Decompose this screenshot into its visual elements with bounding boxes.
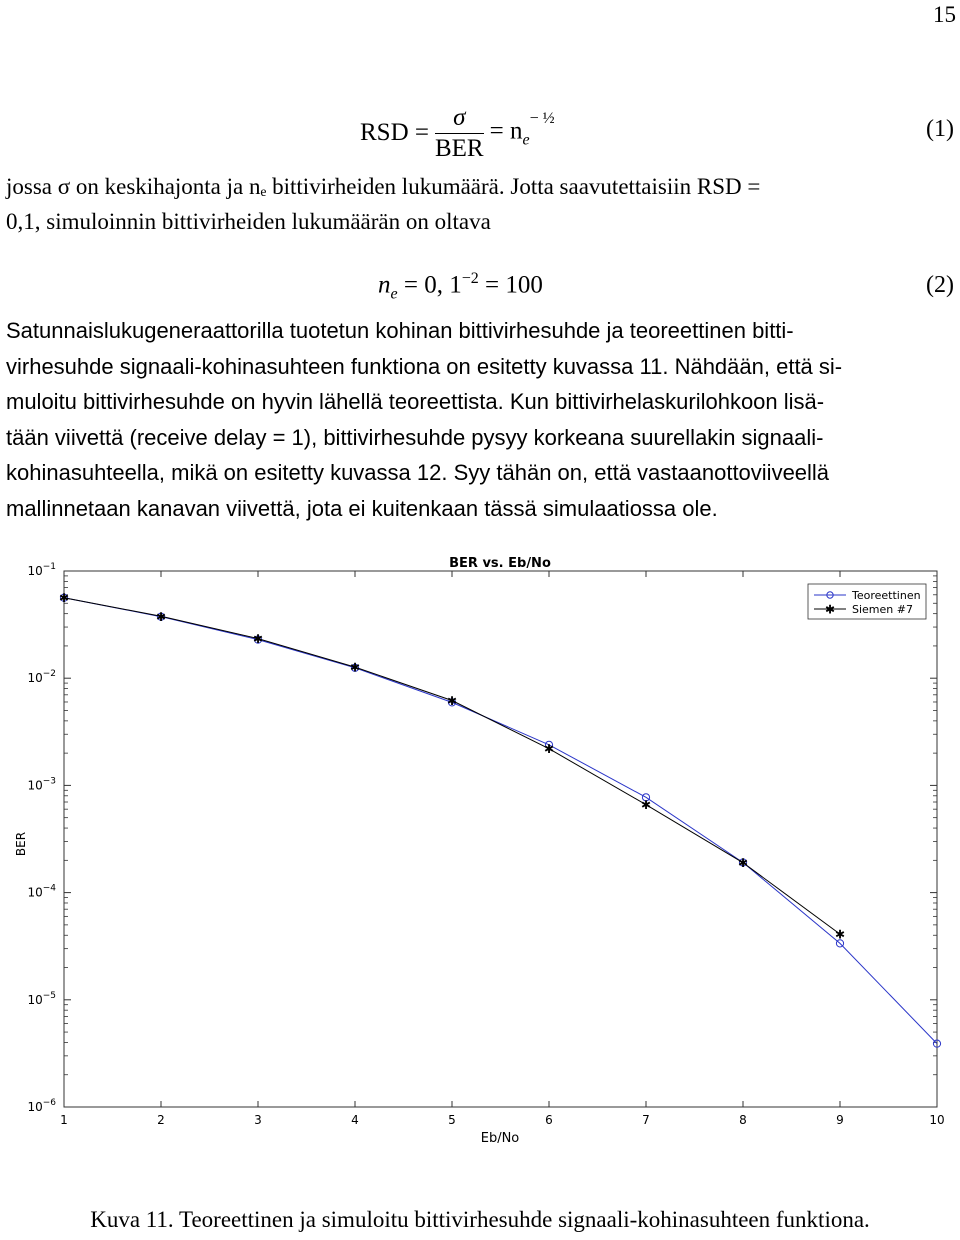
- x-tick-label: 6: [545, 1113, 553, 1127]
- equation-1-fraction: [435, 103, 484, 164]
- equation-2-tail: = 100: [478, 271, 543, 299]
- series-line-theoretical: [64, 598, 937, 1044]
- y-tick-label: $10^{-1}$: [27, 562, 56, 578]
- x-tick-label: 9: [836, 1113, 844, 1127]
- equation-2-sub: e: [390, 285, 398, 303]
- y-tick-label: $10^{-3}$: [27, 776, 56, 793]
- data-point-seed-7: ✱: [58, 591, 70, 606]
- data-point-seed-7: ✱: [155, 609, 167, 624]
- page-number: 15: [933, 2, 956, 27]
- equation-2-exp: −2: [461, 270, 479, 287]
- equation-2-rest: = 0, 1: [397, 271, 462, 299]
- data-point-seed-7: ✱: [737, 856, 749, 871]
- equation-1: [360, 100, 555, 166]
- equation-1-rhs-sub: e: [522, 131, 530, 149]
- paragraph-2: [6, 313, 954, 526]
- data-point-seed-7: ✱: [446, 693, 458, 708]
- plot-area: [64, 571, 937, 1107]
- equation-1-lhs: RSD =: [360, 119, 429, 146]
- chart-title: BER vs. Eb/No: [449, 556, 551, 571]
- x-tick-label: 2: [157, 1113, 165, 1127]
- x-tick-label: 5: [448, 1113, 456, 1127]
- x-tick-label: 8: [739, 1113, 747, 1127]
- paragraph-2-line: Satunnaislukugeneraattorilla tuotetun kohinan bittivirhesuhde ja teoreettinen bitti-: [6, 318, 794, 343]
- paragraph-1-line: 0,1, simuloinnin bittivirheiden lukumäärän on oltava: [6, 209, 491, 234]
- data-point-seed-7: ✱: [349, 660, 361, 675]
- y-axis-label: BER: [14, 831, 28, 857]
- x-axis-label: Eb/No: [480, 1131, 520, 1146]
- data-point-seed-7: ✱: [640, 798, 652, 813]
- equation-1-rhs: [489, 110, 555, 149]
- data-point-seed-7: ✱: [252, 632, 264, 647]
- data-point-seed-7: ✱: [543, 742, 555, 757]
- axis-ticks: [27, 562, 944, 1127]
- data-point-seed-7: ✱: [834, 927, 846, 942]
- legend-marker-seed: ✱: [824, 602, 836, 617]
- paragraph-2-line: muloitu bittivirhesuhde on hyvin lähellä teoreettista. Kun bittivirhelaskurilohkoon lisä-: [6, 389, 825, 414]
- figure-caption: Kuva 11. Teoreettinen ja simuloitu bittivirhesuhde signaali-kohinasuhteen funktiona.: [90, 1207, 870, 1232]
- paragraph-2-line: tään viivettä (receive delay = 1), bittivirhesuhde pysyy korkeana suurellakin signaali-: [6, 424, 824, 450]
- paragraph-2-line: virhesuhde signaali-kohinasuhteen funktiona on esitetty kuvassa 11. Nähdään, että si-: [6, 353, 843, 379]
- x-tick-label: 4: [351, 1113, 359, 1127]
- y-tick-label: $10^{-4}$: [27, 883, 56, 900]
- figure-11-chart: [0, 548, 960, 1158]
- paragraph-1: [6, 169, 954, 239]
- y-tick-label: $10^{-6}$: [27, 1098, 56, 1114]
- equation-2: [378, 270, 543, 303]
- series-line-seed-7: [64, 598, 840, 934]
- paragraph-2-line: kohinasuhteella, mikä on esitetty kuvassa 12. Syy tähän on, että vastaanottoviiveellä: [6, 460, 830, 485]
- y-tick-label: $10^{-5}$: [27, 990, 56, 1007]
- legend: [808, 584, 926, 619]
- equation-2-var: n: [378, 271, 391, 299]
- equation-1-denominator: BER: [434, 134, 484, 162]
- equation-1-numerator: σ: [435, 103, 484, 134]
- paragraph-1-line: jossa σ on keskihajonta ja nₑ bittivirheiden lukumäärä. Jotta saavutettaisiin RSD =: [6, 174, 761, 199]
- paragraph-2-line: mallinnetaan kanavan viivettä, jota ei kuitenkaan tässä simulaatiossa ole.: [6, 495, 718, 521]
- y-tick-label: $10^{-2}$: [27, 669, 56, 686]
- equation-1-number: (1): [926, 116, 954, 142]
- x-tick-label: 3: [254, 1113, 262, 1127]
- x-tick-label: 1: [60, 1113, 68, 1127]
- legend-label-seed: Siemen #7: [852, 603, 913, 616]
- x-tick-label: 10: [929, 1113, 945, 1127]
- ber-chart-svg: [0, 548, 960, 1158]
- x-tick-label: 7: [642, 1113, 650, 1127]
- equation-1-rhs-exp: − ½: [529, 110, 555, 128]
- legend-label-theoretical: Teoreettinen: [852, 589, 921, 602]
- series-layer: [59, 591, 941, 1047]
- equation-2-number: (2): [926, 272, 954, 298]
- equation-1-rhs-base: = n: [489, 117, 523, 145]
